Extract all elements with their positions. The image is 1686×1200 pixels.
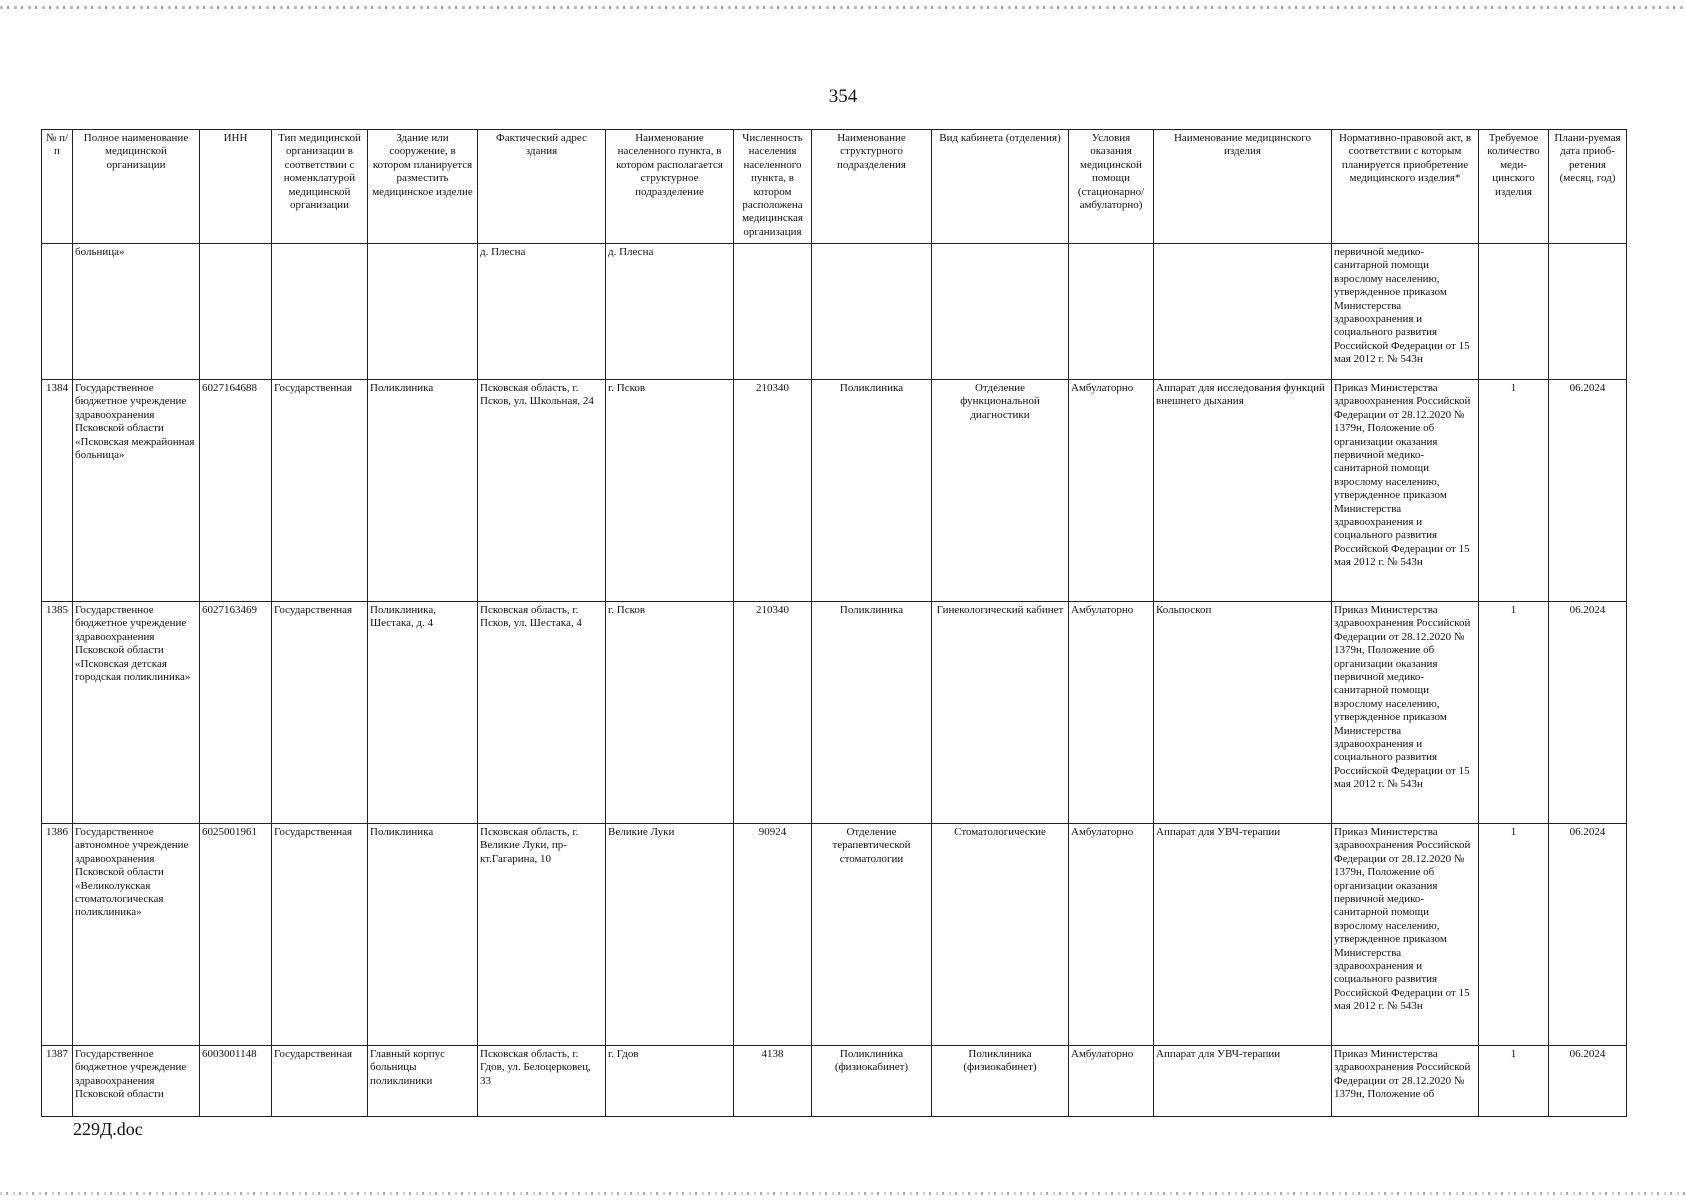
population xyxy=(734,244,812,380)
header-cell: Здание или сооружение, в котором планируется разместить медицинское изделие xyxy=(368,130,478,244)
row-number: 1385 xyxy=(42,602,73,824)
cabinet: Стоматологические xyxy=(932,824,1069,1046)
population: 4138 xyxy=(734,1046,812,1117)
quantity: 1 xyxy=(1479,380,1549,602)
settlement: Великие Луки xyxy=(606,824,734,1046)
header-cell: Наименование медицинского изделия xyxy=(1154,130,1332,244)
address: Псковская область, г. Великие Луки, пр-кт.Гагарина, 10 xyxy=(478,824,606,1046)
equipment-table xyxy=(41,129,1627,1117)
device: Аппарат для УВЧ-терапии xyxy=(1154,1046,1332,1117)
conditions: Амбулаторно xyxy=(1069,380,1154,602)
organization-type: Государственная xyxy=(272,380,368,602)
address: Псковская область, г. Псков, ул. Школьная, 24 xyxy=(478,380,606,602)
address: д. Плесна xyxy=(478,244,606,380)
conditions xyxy=(1069,244,1154,380)
building: Поликлиника, Шестака, д. 4 xyxy=(368,602,478,824)
purchase-date: 06.2024 xyxy=(1549,824,1627,1046)
settlement: д. Плесна xyxy=(606,244,734,380)
purchase-date xyxy=(1549,244,1627,380)
purchase-date: 06.2024 xyxy=(1549,1046,1627,1117)
cabinet: Отделение функциональной диагностики xyxy=(932,380,1069,602)
population: 210340 xyxy=(734,380,812,602)
row-number: 1387 xyxy=(42,1046,73,1117)
organization-name: Государственное автономное учреждение здравоохранения Псковской области «Великолукская стоматологическая поликлиника» xyxy=(73,824,200,1046)
scan-edge-bottom xyxy=(0,1192,1686,1195)
conditions: Амбулаторно xyxy=(1069,602,1154,824)
footer-filename: 229Д.doc xyxy=(73,1119,143,1139)
building: Главный корпус больницы поликлиники xyxy=(368,1046,478,1117)
conditions: Амбулаторно xyxy=(1069,824,1154,1046)
inn: 6027163469 xyxy=(200,602,272,824)
organization-type: Государственная xyxy=(272,602,368,824)
header-cell: Плани-руемая дата приоб-ретения (месяц, год) xyxy=(1549,130,1627,244)
page-number: 354 xyxy=(828,86,858,107)
quantity: 1 xyxy=(1479,1046,1549,1117)
header-cell: Наименование населенного пункта, в котором располагается структурное подразделение xyxy=(606,130,734,244)
organization-type: Государственная xyxy=(272,1046,368,1117)
organization-name: Государственное бюджетное учреждение здравоохранения Псковской области «Псковская межрайонная больница» xyxy=(73,380,200,602)
legal-act: первичной медико-санитарной помощи взрослому населению, утвержденное приказом Министерства здравоохранения и социального развития Российской Федерации от 15 мая 2012 г. № 543н xyxy=(1332,244,1479,380)
organization-name: Государственное бюджетное учреждение здравоохранения Псковской области «Псковская детская городская поликлиника» xyxy=(73,602,200,824)
inn: 6003001148 xyxy=(200,1046,272,1117)
table-row xyxy=(42,244,1627,380)
inn: 6027164688 xyxy=(200,380,272,602)
device: Аппарат для исследования функций внешнего дыхания xyxy=(1154,380,1332,602)
header-cell: Фактический адрес здания xyxy=(478,130,606,244)
building: Поликлиника xyxy=(368,824,478,1046)
row-number: 1384 xyxy=(42,380,73,602)
device: Кольпоскоп xyxy=(1154,602,1332,824)
header-cell: ИНН xyxy=(200,130,272,244)
table-row xyxy=(42,1046,1627,1117)
header-cell: Наименование структурного подразделения xyxy=(812,130,932,244)
purchase-date: 06.2024 xyxy=(1549,380,1627,602)
cabinet: Гинекологический кабинет xyxy=(932,602,1069,824)
cabinet: Поликлиника (физиокабинет) xyxy=(932,1046,1069,1117)
table-row xyxy=(42,824,1627,1046)
building: Поликлиника xyxy=(368,380,478,602)
subdivision xyxy=(812,244,932,380)
header-cell: Требуемое количество меди-цинского изделия xyxy=(1479,130,1549,244)
legal-act: Приказ Министерства здравоохранения Российской Федерации от 28.12.2020 № 1379н, Положение об организации оказания первичной медико-санитарной помощи взрослому населению, утвержденное приказом Министерства здравоохранения и социального развития Российской Федерации от 15 мая 2012 г. № 543н xyxy=(1332,602,1479,824)
cabinet xyxy=(932,244,1069,380)
organization-name: больница» xyxy=(73,244,200,380)
settlement: г. Псков xyxy=(606,380,734,602)
population: 210340 xyxy=(734,602,812,824)
conditions: Амбулаторно xyxy=(1069,1046,1154,1117)
settlement: г. Гдов xyxy=(606,1046,734,1117)
quantity: 1 xyxy=(1479,824,1549,1046)
header-cell: Нормативно-правовой акт, в соответствии с которым планируется приобретение медицинского изделия* xyxy=(1332,130,1479,244)
subdivision: Отделение терапевтической стоматологии xyxy=(812,824,932,1046)
device xyxy=(1154,244,1332,380)
header-cell: Вид кабинета (отделения) xyxy=(932,130,1069,244)
organization-type: Государственная xyxy=(272,824,368,1046)
device: Аппарат для УВЧ-терапии xyxy=(1154,824,1332,1046)
header-cell: Численность населения населенного пункта, в котором расположена медицинская организация xyxy=(734,130,812,244)
header-cell: Полное наименование медицинской организации xyxy=(73,130,200,244)
legal-act: Приказ Министерства здравоохранения Российской Федерации от 28.12.2020 № 1379н, Положение об организации оказания первичной медико-санитарной помощи взрослому населению, утвержденное приказом Министерства здравоохранения и социального развития Российской Федерации от 15 мая 2012 г. № 543н xyxy=(1332,380,1479,602)
subdivision: Поликлиника (физиокабинет) xyxy=(812,1046,932,1117)
quantity xyxy=(1479,244,1549,380)
table-row xyxy=(42,602,1627,824)
subdivision: Поликлиника xyxy=(812,380,932,602)
header-cell: № п/п xyxy=(42,130,73,244)
header-cell: Тип медицинской организации в соответствии с номенклатурой медицинской организации xyxy=(272,130,368,244)
subdivision: Поликлиника xyxy=(812,602,932,824)
address: Псковская область, г. Псков, ул. Шестака, 4 xyxy=(478,602,606,824)
inn: 6025001961 xyxy=(200,824,272,1046)
legal-act: Приказ Министерства здравоохранения Российской Федерации от 28.12.2020 № 1379н, Положение об организации оказания первичной медико-санитарной помощи взрослому населению, утвержденное приказом Министерства здравоохранения и социального развития Российской Федерации от 15 мая 2012 г. № 543н xyxy=(1332,824,1479,1046)
table-row xyxy=(42,380,1627,602)
building xyxy=(368,244,478,380)
inn xyxy=(200,244,272,380)
scan-edge-top xyxy=(0,6,1686,9)
organization-type xyxy=(272,244,368,380)
quantity: 1 xyxy=(1479,602,1549,824)
header-cell: Условия оказания медицинской помощи (стационарно/ амбулаторно) xyxy=(1069,130,1154,244)
organization-name: Государственное бюджетное учреждение здравоохранения Псковской области xyxy=(73,1046,200,1117)
address: Псковская область, г. Гдов, ул. Белоцерковец, 33 xyxy=(478,1046,606,1117)
purchase-date: 06.2024 xyxy=(1549,602,1627,824)
row-number: 1386 xyxy=(42,824,73,1046)
legal-act: Приказ Министерства здравоохранения Российской Федерации от 28.12.2020 № 1379н, Положение об xyxy=(1332,1046,1479,1117)
row-number xyxy=(42,244,73,380)
settlement: г. Псков xyxy=(606,602,734,824)
table-header-row xyxy=(42,130,1627,244)
population: 90924 xyxy=(734,824,812,1046)
